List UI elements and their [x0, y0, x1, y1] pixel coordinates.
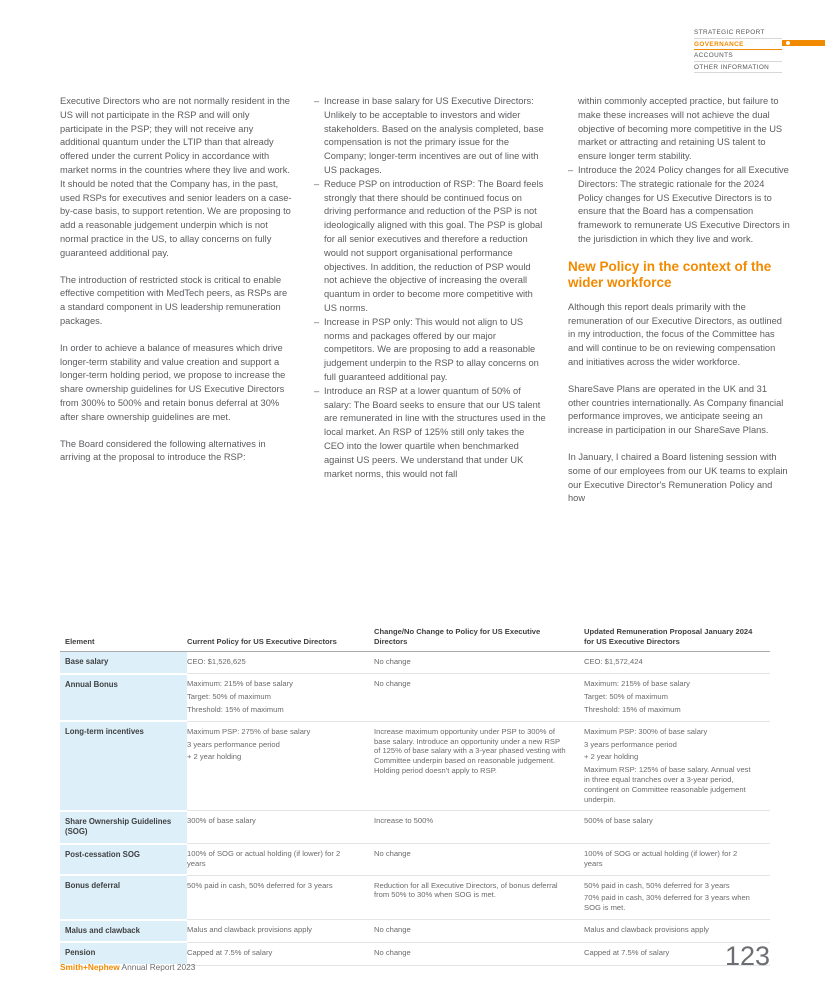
- section-nav: [694, 27, 782, 73]
- list-item-text: Introduce the 2024 Policy changes for all Executive Directors: The strategic rationale for the 2024 Policy changes for US Executive Directors is to ensure that the Board has a compensation framework to remunerate US Executive Directors in the jurisdiction in which they live and work.: [578, 164, 790, 244]
- cell-line: Maximum RSP: 125% of base salary. Annual vest in three equal tranches over a 3-year period, contingent on Committee reasonable judgement underpin.: [584, 765, 751, 804]
- table-cell-updated: [584, 811, 770, 844]
- paragraph-continuation: within commonly accepted practice, but failure to make these increases will not achieve the dual objective of becoming more competitive in the US market or attracting and retaining US talent to ensure longer term stability.: [578, 96, 783, 162]
- table-cell-change: [374, 674, 584, 721]
- cell-line: 100% of SOG or actual holding (if lower) for 2 years: [187, 849, 341, 868]
- text-column-2: [314, 95, 546, 481]
- policy-comparison-table: [60, 627, 770, 966]
- table-cell-change: [374, 920, 584, 943]
- cell-line: Increase to 500%: [374, 816, 434, 826]
- paragraph: The introduction of restricted stock is critical to enable effective competition with MedTech peers, as RSPs are a standard component in US leadership remuneration packages.: [60, 274, 288, 326]
- table-cell-current: [187, 844, 374, 876]
- paragraph: Although this report deals primarily with the remuneration of our Executive Directors, as outlined in my introduction, the focus of the Committee has and will continue to be on reviewing compensation and initiatives across the wider workforce.: [568, 301, 782, 367]
- table-cell-current: [187, 920, 374, 943]
- table-cell-updated: [584, 652, 770, 674]
- bullet-dash: –: [314, 178, 320, 189]
- table-cell-element: Malus and clawback: [60, 920, 187, 943]
- bullet-dash: –: [314, 96, 320, 106]
- list-item: [314, 178, 546, 316]
- cell-line: 100% of SOG or actual holding (if lower) for 2 years: [584, 849, 738, 868]
- cell-line: 3 years performance period: [187, 739, 280, 749]
- table-cell-current: [187, 875, 374, 919]
- table-cell-current: [187, 652, 374, 674]
- table-cell-current: [187, 721, 374, 811]
- paragraph: In January, I chaired a Board listening session with some of our employees from our UK teams to explain our Executive Director's Remuneration Policy and how: [568, 451, 788, 504]
- section-heading: New Policy in the context of the wider workforce: [568, 258, 772, 291]
- table-cell-change: [374, 942, 584, 965]
- text-column-3: [568, 95, 790, 519]
- cell-line: 50% paid in cash, 50% deferred for 3 years: [584, 880, 730, 890]
- table-row: [60, 920, 770, 943]
- tab-marker-dot-icon: [786, 41, 790, 45]
- nav-item-other-information[interactable]: OTHER INFORMATION: [694, 62, 782, 74]
- list-item: [314, 316, 546, 385]
- table-cell-element: Bonus deferral: [60, 875, 187, 919]
- paragraph: In order to achieve a balance of measures which drive longer-term stability and value creation and support a longer-term holding period, we propose to increase the share ownership guidelines for US Executive Directors from 300% to 500% and retain bonus deferral at 30% after share ownership guidelines are met.: [60, 342, 286, 422]
- cell-line: No change: [374, 657, 411, 667]
- table-row: [60, 721, 770, 811]
- table-cell-current: [187, 942, 374, 965]
- table-cell-updated: [584, 721, 770, 811]
- cell-line: Malus and clawback provisions apply: [187, 925, 312, 935]
- nav-item-accounts[interactable]: ACCOUNTS: [694, 50, 782, 62]
- cell-line: Increase maximum opportunity under PSP to 300% of base salary. Introduce an opportunity under a new RSP of 125% of base salary with a 3-year phased vesting with Committee underpin based on reasonable judgement. Holding period doesn't apply to RSP.: [374, 726, 566, 776]
- paragraph: Executive Directors who are not normally resident in the US will not participate in the RSP and will only participate in the PSP; they will not receive any additional quantum under the LTIP than that already offered under the current Policy in accordance with market norms in the countries where they live and work. It should be noted that the Company has, in the past, used RSPs for executives and senior leaders on a case-by-case basis, to support retention. We are proposing to add a reasonable judgement underpin which is not normal practice in the US, to allay concerns on fully guaranteed additional pay.: [60, 96, 292, 258]
- table-row: [60, 674, 770, 721]
- table-cell-change: [374, 652, 584, 674]
- list-item-text: Increase in PSP only: This would not align to US norms and packages offered by our major competitors. We are proposing to add a reasonable judgement underpin to the RSP to allay concerns on full guaranteed additional pay.: [324, 316, 539, 382]
- table-cell-updated: [584, 844, 770, 876]
- cell-line: 300% of base salary: [187, 816, 256, 826]
- footer-report-title: [60, 962, 195, 972]
- cell-line: Malus and clawback provisions apply: [584, 925, 709, 935]
- cell-line: No change: [374, 849, 411, 859]
- table-cell-element: Long-term incentives: [60, 721, 187, 811]
- bullet-dash: –: [568, 164, 574, 175]
- cell-line: Reduction for all Executive Directors, of bonus deferral from 50% to 30% when SOG is met.: [374, 880, 558, 900]
- table-cell-change: [374, 721, 584, 811]
- cell-line: Threshold: 15% of maximum: [584, 705, 681, 715]
- report-title-suffix: Annual Report 2023: [119, 962, 196, 972]
- cell-line: Maximum PSP: 300% of base salary: [584, 726, 708, 736]
- table-cell-change: [374, 875, 584, 919]
- paragraph: The Board considered the following alternatives in arriving at the proposal to introduce the RSP:: [60, 438, 266, 463]
- table-cell-element: Pension: [60, 942, 187, 965]
- cell-line: 70% paid in cash, 30% deferred for 3 years when SOG is met.: [584, 893, 750, 913]
- table-cell-element: Base salary: [60, 652, 187, 674]
- cell-line: Target: 50% of maximum: [187, 692, 271, 702]
- nav-item-governance[interactable]: GOVERNANCE: [694, 39, 782, 51]
- page-number: 123: [724, 941, 770, 971]
- table-row: [60, 811, 770, 844]
- list-item: [568, 164, 790, 247]
- cell-line: No change: [374, 679, 411, 689]
- policy-table-body: [60, 652, 770, 965]
- governance-tab-marker: [782, 40, 825, 46]
- cell-line: Capped at 7.5% of salary: [584, 947, 670, 957]
- cell-line: + 2 year holding: [584, 752, 639, 762]
- cell-line: + 2 year holding: [187, 752, 242, 762]
- table-cell-change: [374, 811, 584, 844]
- list-item: [314, 95, 546, 178]
- nav-item-strategic-report[interactable]: STRATEGIC REPORT: [694, 27, 782, 39]
- list-item-text: Reduce PSP on introduction of RSP: The Board feels strongly that there should be continued focus on driving performance and reduction of the PSP is not ideologically aligned with this goal. The PSP is global for all senior executives and therefore a reduction would not support organisational performance objectives. In addition, the reduction of PSP would not achieve the objective of increasing the overall quantum in order to become more competitive with US norms.: [324, 178, 544, 313]
- table-header-row: [60, 627, 770, 652]
- list-item-text: Introduce an RSP at a lower quantum of 50% of salary: The Board seeks to ensure that our US talent are remunerated in line with the structures used in the local market. An RSP of 125% still only takes the CEO into the lower quartile when benchmarked against US peers. We understand that under UK market norms, this would not fall: [324, 385, 546, 479]
- cell-line: Maximum PSP: 275% of base salary: [187, 726, 311, 736]
- table-cell-updated: [584, 875, 770, 919]
- cell-line: Threshold: 15% of maximum: [187, 705, 284, 715]
- table-cell-updated: [584, 674, 770, 721]
- cell-line: Capped at 7.5% of salary: [187, 947, 273, 957]
- paragraph: ShareSave Plans are operated in the UK and 31 other countries internationally. As Company financial performance improves, we anticipate seeing an increase in participation in our ShareSave Plans.: [568, 383, 784, 436]
- list-item-text: Increase in base salary for US Executive Directors: Unlikely to be acceptable to investors and wider stakeholders. Based on the analysis completed, base compensation is not the primary issue for the Company; longer-term incentives are out of line with US packages.: [324, 96, 544, 175]
- table-row: [60, 652, 770, 674]
- table-cell-updated: [584, 920, 770, 943]
- table-cell-element: Post-cessation SOG: [60, 844, 187, 876]
- table-cell-element: Annual Bonus: [60, 674, 187, 721]
- table-cell-element: Share Ownership Guidelines (SOG): [60, 811, 187, 844]
- cell-line: 3 years performance period: [584, 739, 677, 749]
- table-cell-current: [187, 674, 374, 721]
- list-item: [314, 385, 546, 482]
- column-header-element: Element: [60, 627, 187, 652]
- column-header-change: Change/No Change to Policy for US Executive Directors: [374, 627, 584, 652]
- table-row: [60, 875, 770, 919]
- table-cell-current: [187, 811, 374, 844]
- brand-name: Smith+Nephew: [60, 962, 120, 972]
- cell-line: CEO: $1,526,625: [187, 657, 246, 667]
- cell-line: Target: 50% of maximum: [584, 692, 668, 702]
- table-cell-change: [374, 844, 584, 876]
- cell-line: Maximum: 215% of base salary: [584, 679, 690, 689]
- cell-line: No change: [374, 925, 411, 935]
- cell-line: CEO: $1,572,424: [584, 657, 643, 667]
- cell-line: Maximum: 215% of base salary: [187, 679, 293, 689]
- text-column-1: [60, 95, 292, 478]
- bullet-dash: –: [314, 316, 320, 327]
- cell-line: 500% of base salary: [584, 816, 653, 826]
- column-header-updated-proposal: Updated Remuneration Proposal January 2024 for US Executive Directors: [584, 627, 770, 652]
- table-row: [60, 844, 770, 876]
- cell-line: 50% paid in cash, 50% deferred for 3 years: [187, 880, 333, 890]
- cell-line: No change: [374, 947, 411, 957]
- column-header-current-policy: Current Policy for US Executive Directors: [187, 627, 374, 652]
- bullet-dash: –: [314, 385, 320, 396]
